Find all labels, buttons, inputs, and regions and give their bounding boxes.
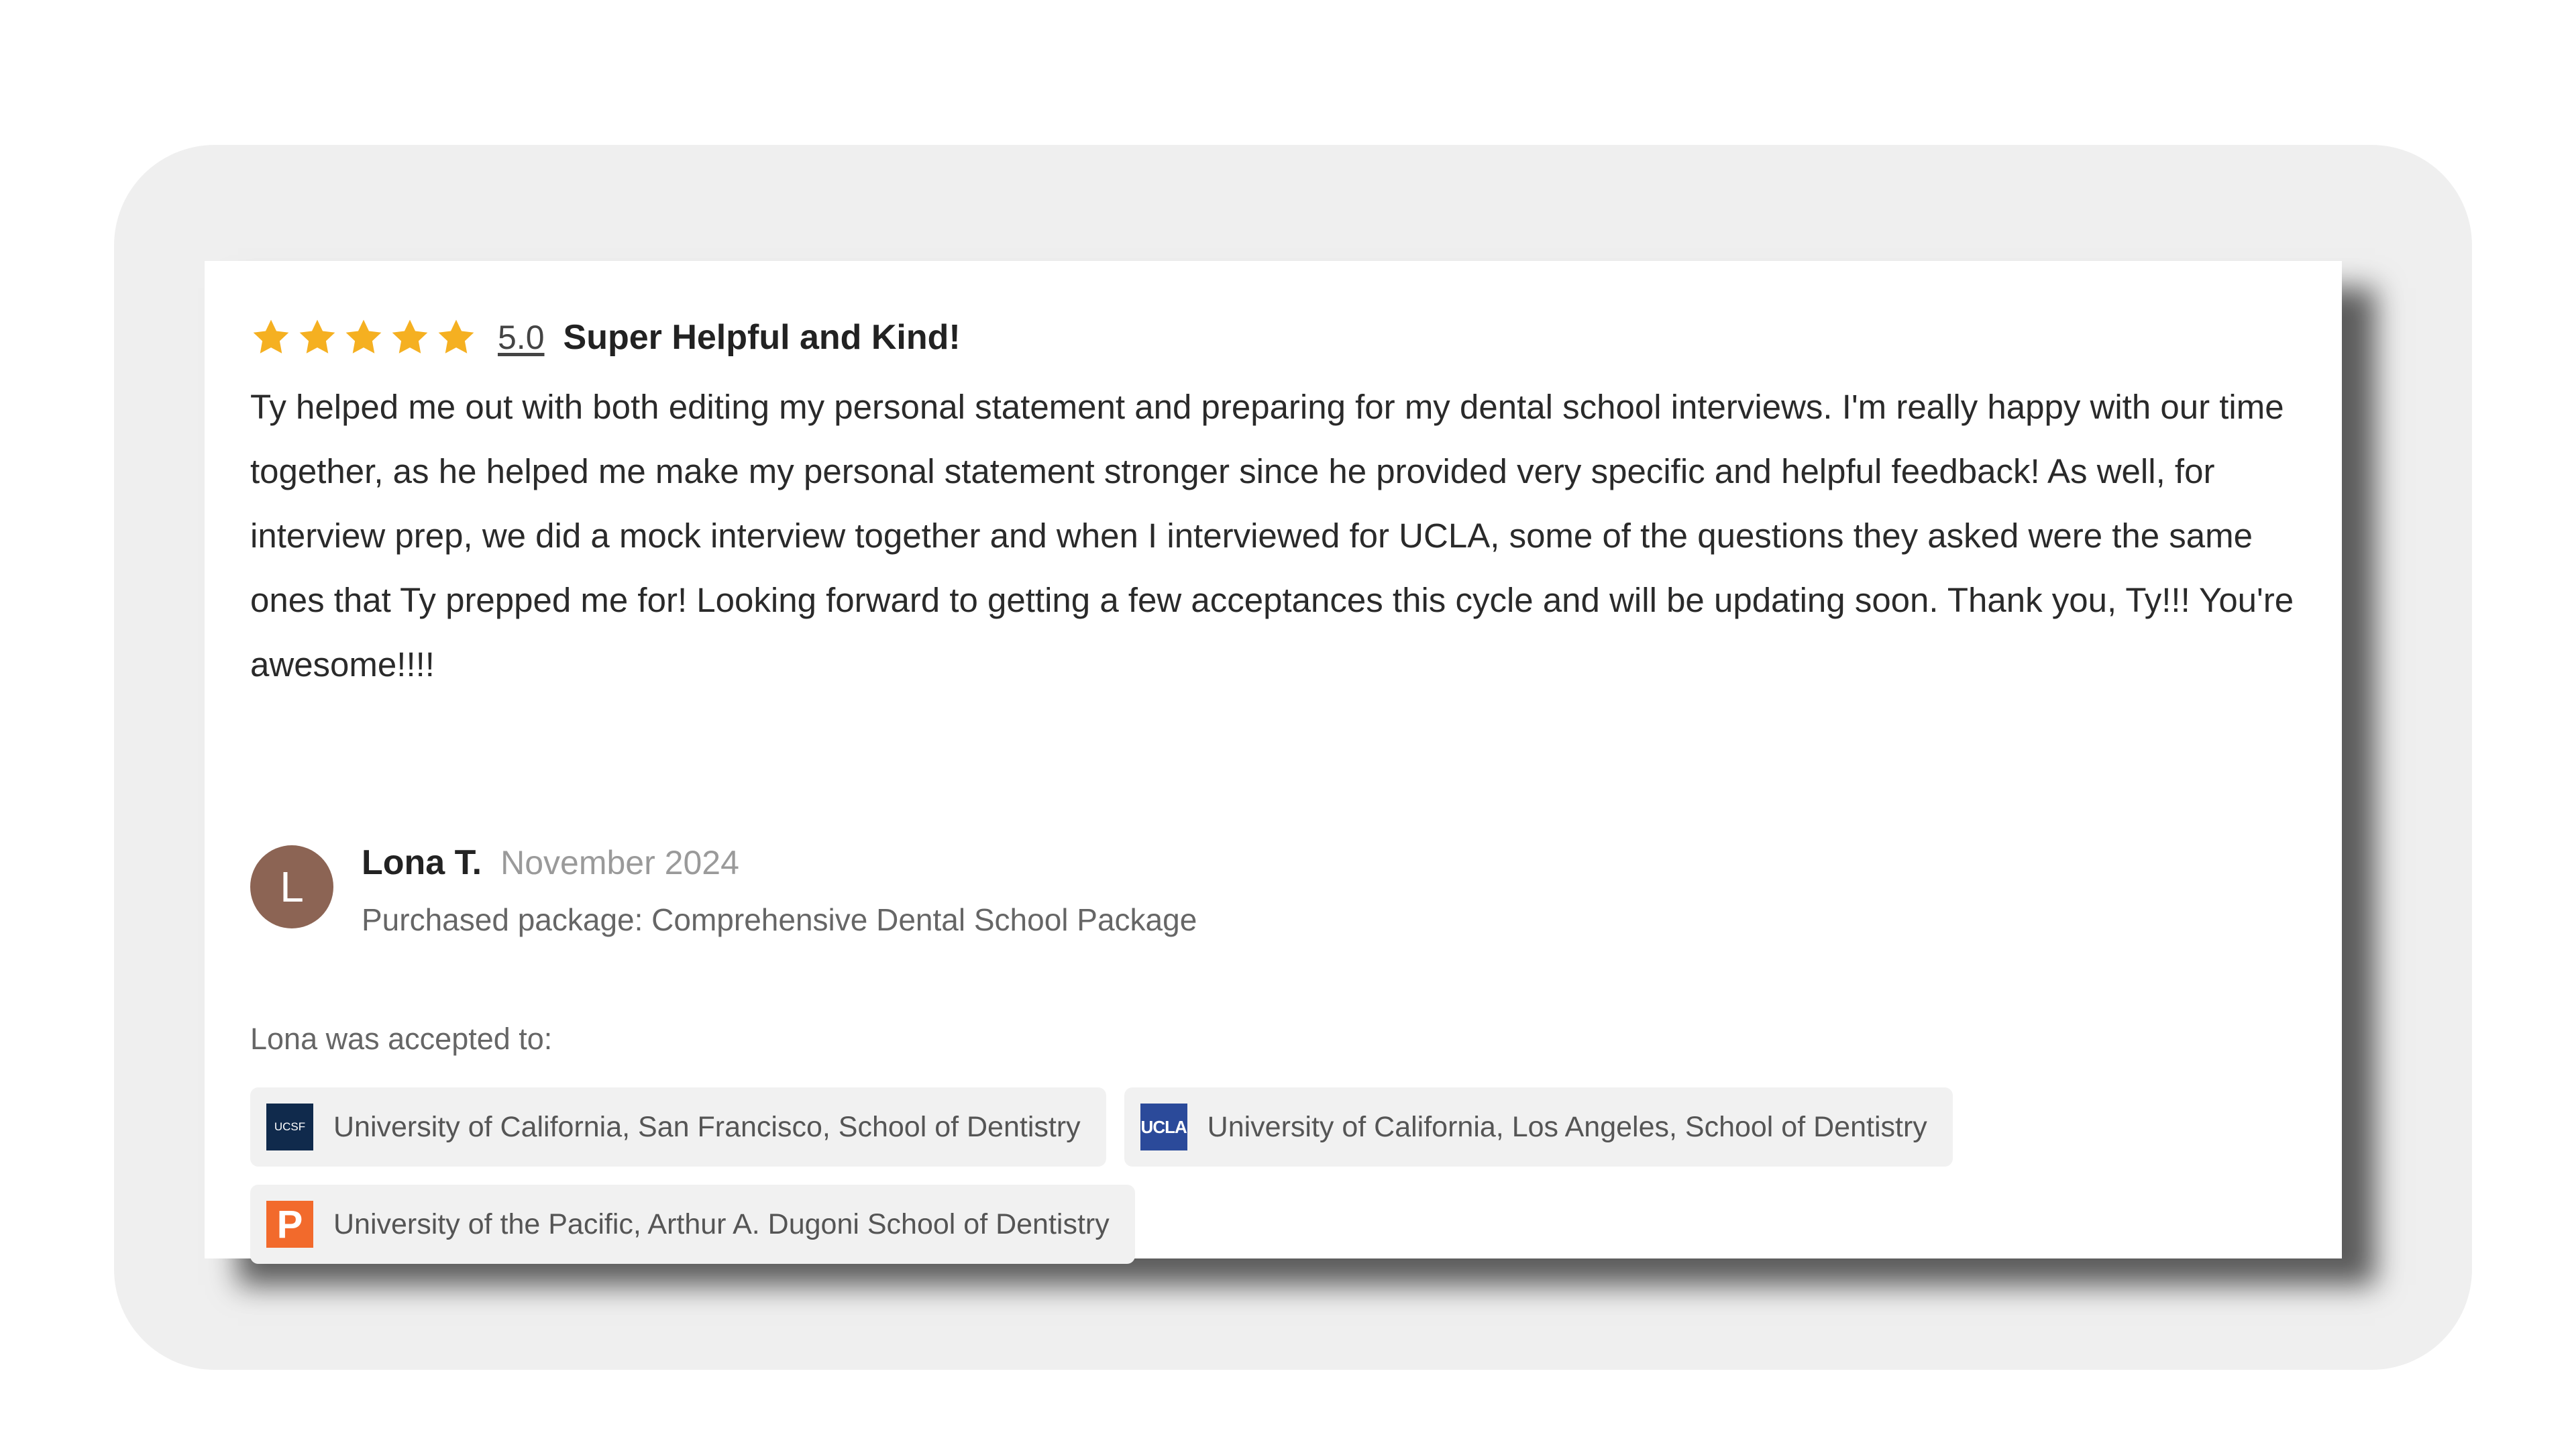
rating-score-link[interactable]: 5.0 bbox=[498, 319, 545, 356]
star-icon bbox=[389, 317, 431, 358]
ucla-logo-icon: UCLA bbox=[1140, 1104, 1187, 1150]
rating-row bbox=[250, 309, 2296, 366]
reviewer-name: Lona T. bbox=[362, 843, 482, 882]
school-name: University of California, Los Angeles, School of Dentistry bbox=[1207, 1110, 1927, 1143]
school-chip-ucsf[interactable] bbox=[250, 1087, 1106, 1167]
review-date: November 2024 bbox=[500, 844, 739, 881]
review-body: Ty helped me out with both editing my personal statement and preparing for my dental school interviews. I'm really happy with our time together, as he helped me make my personal statement stronger since he provided very specific and helpful feedback! As well, for interview prep, we did a mock interview together and when I interviewed for UCLA, some of the questions they asked were the same ones that Ty prepped me for! Looking forward to getting a few acceptances this cycle and will be updating soon. Thank you, Ty!!! You're awesome!!!! bbox=[250, 388, 2294, 684]
avatar: L bbox=[250, 845, 333, 928]
school-chips bbox=[250, 1087, 2330, 1282]
review-content bbox=[250, 309, 2296, 1246]
star-icon bbox=[250, 317, 292, 358]
reviewer-text bbox=[362, 843, 1197, 938]
review-title: Super Helpful and Kind! bbox=[563, 318, 961, 357]
school-name: University of the Pacific, Arthur A. Dugoni School of Dentistry bbox=[333, 1208, 1110, 1240]
school-chip-pacific[interactable] bbox=[250, 1185, 1135, 1264]
star-rating bbox=[250, 317, 482, 358]
star-icon bbox=[343, 317, 384, 358]
school-chip-ucla[interactable] bbox=[1124, 1087, 1953, 1167]
star-icon bbox=[435, 317, 477, 358]
reviewer-info bbox=[250, 843, 1197, 938]
school-name: University of California, San Francisco, School of Dentistry bbox=[333, 1110, 1081, 1143]
chip-row bbox=[250, 1185, 2330, 1264]
reviewer-line bbox=[362, 843, 1197, 890]
star-icon bbox=[297, 317, 338, 358]
review-card bbox=[205, 261, 2342, 1258]
pacific-logo-icon: P bbox=[266, 1201, 313, 1248]
ucsf-logo-icon: UCSF bbox=[266, 1104, 313, 1150]
accepted-label: Lona was accepted to: bbox=[250, 1022, 553, 1056]
chip-row bbox=[250, 1087, 2330, 1167]
purchased-package: Purchased package: Comprehensive Dental School Package bbox=[362, 902, 1197, 937]
